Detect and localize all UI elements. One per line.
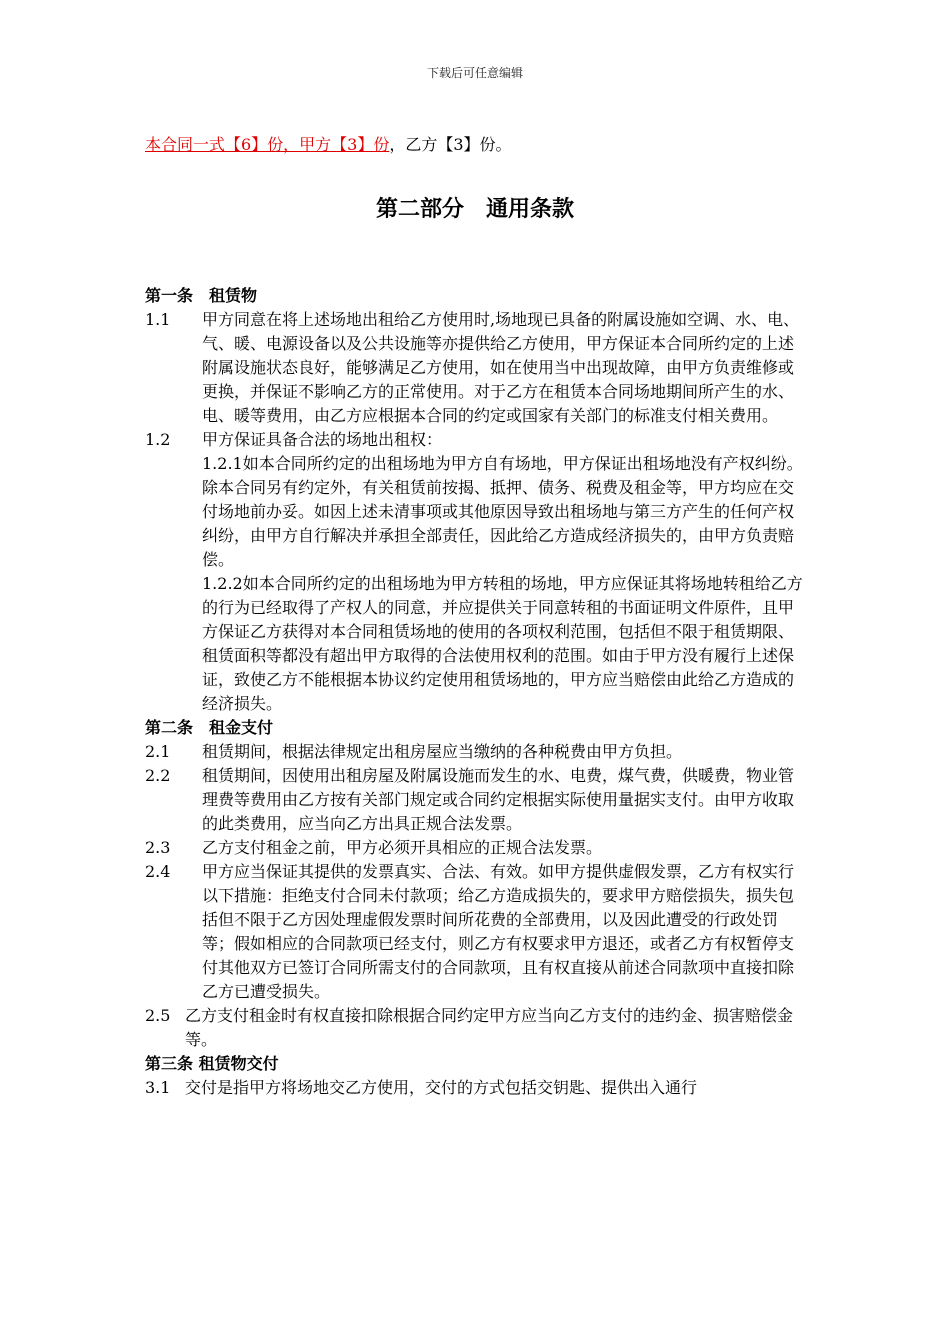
clause	[145, 764, 809, 836]
clause-number: 2.1	[145, 742, 171, 761]
clause	[145, 836, 809, 860]
document-body	[145, 284, 809, 1100]
article-title: 第一条 租赁物	[145, 286, 258, 305]
clause-number: 2.2	[145, 766, 171, 785]
copies-statement	[145, 133, 512, 157]
subclause-text: 1.2.1如本合同所约定的出租场地为甲方自有场地，甲方保证出租场地没有产权纠纷。除本合同另有约定外，有关租赁前按揭、抵押、债务、税费及租金等，甲方均应在交付场地前办妥。如因上述未清事项或其他原因导致出租场地与第三方产生的任何产权纠纷，由甲方自行解决并承担全部责任，因此给乙方造成经济损失的，由甲方负责赔偿。	[202, 454, 803, 569]
clause-number: 2.4	[145, 862, 171, 881]
clause-text: 甲方保证具备合法的场地出租权：	[202, 430, 443, 449]
clause-number: 2.3	[145, 838, 171, 857]
subclause-text: 1.2.2如本合同所约定的出租场地为甲方转租的场地，甲方应保证其将场地转租给乙方的行为已经取得了产权人的同意，并应提供关于同意转租的书面证明文件原件，且甲方保证乙方获得对本合同租赁场地的使用的各项权利范围，包括但不限于租赁期限、租赁面积等都没有超出甲方取得的合法使用权利的范围。如由于甲方没有履行上述保证，致使乙方不能根据本协议约定使用租赁场地的，甲方应当赔偿由此给乙方造成的经济损失。	[202, 574, 803, 713]
clause	[145, 308, 809, 428]
clause	[145, 1004, 809, 1052]
clause-text: 甲方同意在将上述场地出租给乙方使用时,场地现已具备的附属设施如空调、水、电、气、暖、电源设备以及公共设施等亦提供给乙方使用，甲方保证本合同所约定的上述附属设施状态良好，能够满足乙方使用，如在使用当中出现故障，由甲方负责维修或更换，并保证不影响乙方的正常使用。对于乙方在租赁本合同场地期间所产生的水、电、暖等费用，由乙方应根据本合同的约定或国家有关部门的标准支付相关费用。	[202, 310, 800, 425]
copies-statement-highlight: 本合同一式【6】份，甲方【3】份	[145, 135, 390, 154]
clause	[145, 1076, 809, 1100]
article-title: 第三条 租赁物交付	[145, 1054, 279, 1073]
clause-text: 租赁期间，因使用出租房屋及附属设施而发生的水、电费，煤气费，供暖费，物业管理费等费用由乙方按有关部门规定或合同约定根据实际使用量据实支付。由甲方收取的此类费用，应当向乙方出具正规合法发票。	[202, 766, 795, 833]
subclause	[145, 452, 809, 572]
clause-number: 1.2	[145, 430, 171, 449]
clause-text: 交付是指甲方将场地交乙方使用，交付的方式包括交钥匙、提供出入通行	[185, 1078, 698, 1097]
clause-text: 乙方支付租金之前，甲方必须开具相应的正规合法发票。	[202, 838, 603, 857]
copies-statement-rest: ，乙方【3】份。	[389, 135, 512, 154]
page-header: 下载后可任意编辑	[426, 66, 523, 80]
clause-text: 乙方支付租金时有权直接扣除根据合同约定甲方应当向乙方支付的违约金、损害赔偿金等。	[185, 1006, 794, 1049]
clause-number: 3.1	[145, 1078, 171, 1097]
clause	[145, 428, 809, 452]
clause	[145, 860, 809, 1004]
clause-text: 甲方应当保证其提供的发票真实、合法、有效。如甲方提供虚假发票，乙方有权实行以下措施：拒绝支付合同未付款项；给乙方造成损失的，要求甲方赔偿损失，损失包括但不限于乙方因处理虚假发票时间所花费的全部费用，以及因此遭受的行政处罚等；假如相应的合同款项已经支付，则乙方有权要求甲方退还，或者乙方有权暂停支付其他双方已签订合同所需支付的合同款项，且有权直接从前述合同款项中直接扣除乙方已遭受损失。	[202, 862, 795, 1001]
article-title: 第二条 租金支付	[145, 718, 274, 737]
clause	[145, 740, 809, 764]
clause-number: 1.1	[145, 310, 171, 329]
part-title: 第二部分 通用条款	[375, 197, 574, 222]
clause-number: 2.5	[145, 1006, 171, 1025]
subclause	[145, 572, 809, 716]
clause-text: 租赁期间，根据法律规定出租房屋应当缴纳的各种税费由甲方负担。	[202, 742, 683, 761]
